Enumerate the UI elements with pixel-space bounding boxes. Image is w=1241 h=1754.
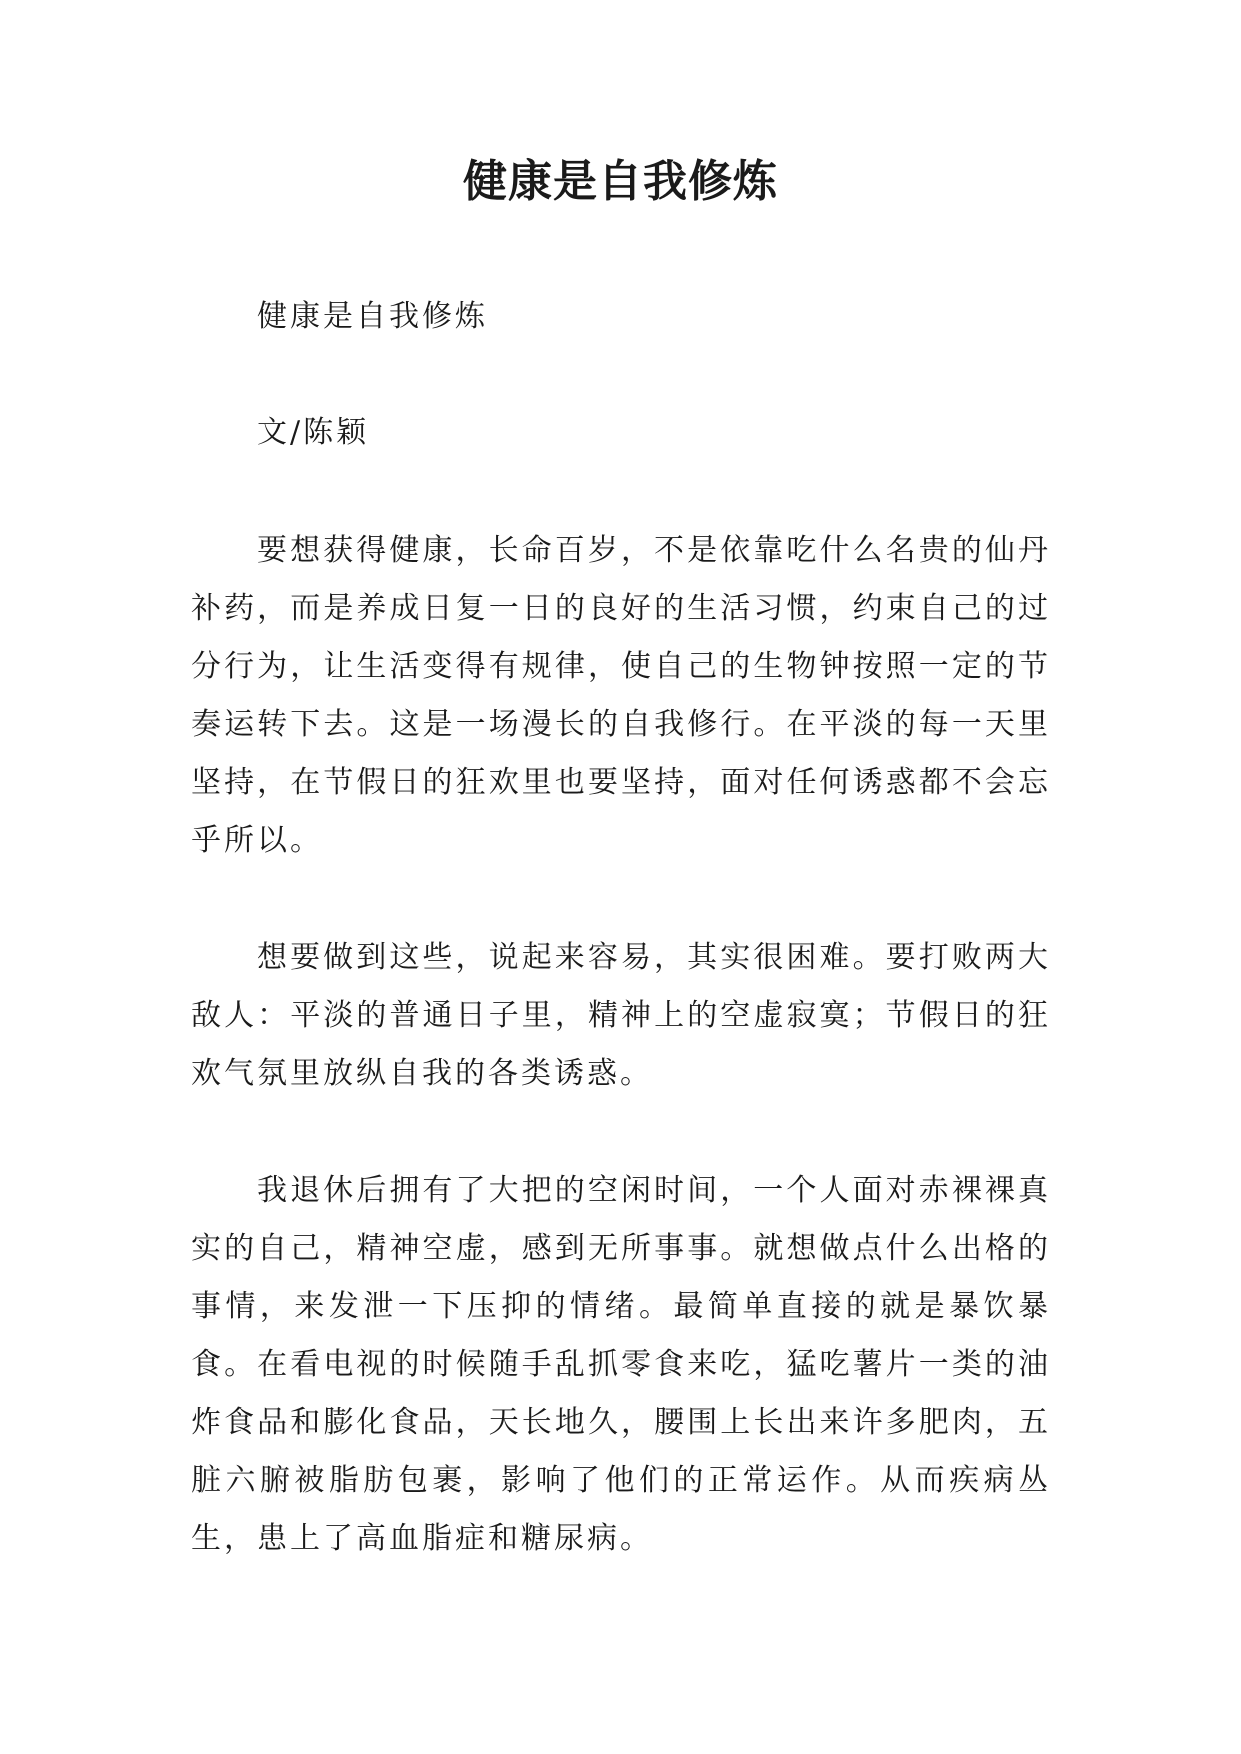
body-paragraph-2: 想要做到这些，说起来容易，其实很困难。要打败两大敌人：平淡的普通日子里，精神上的空虚寂寞；节假日的狂欢气氛里放纵自我的各类诱惑。 (191, 940, 1051, 1091)
body-paragraph-1: 要想获得健康，长命百岁，不是依靠吃什么名贵的仙丹补药，而是养成日复一日的良好的生活习惯，约束自己的过分行为，让生活变得有规律，使自己的生物钟按照一定的节奏运转下去。这是一场漫长的自我修行。在平淡的每一天里坚持，在节假日的狂欢里也要坚持，面对任何诱惑都不会忘乎所以。 (191, 533, 1051, 858)
document-title: 健康是自我修炼 (463, 156, 778, 207)
article-author: 文/陈颖 (257, 415, 370, 450)
body-paragraph-3: 我退休后拥有了大把的空闲时间，一个人面对赤裸裸真实的自己，精神空虚，感到无所事事。就想做点什么出格的事情，来发泄一下压抑的情绪。最简单直接的就是暴饮暴食。在看电视的时候随手乱抓零食来吃，猛吃薯片一类的油炸食品和膨化食品，天长地久，腰围上长出来许多肥肉，五脏六腑被脂肪包裹，影响了他们的正常运作。从而疾病丛生，患上了高血脂症和糖尿病。 (191, 1173, 1051, 1556)
article-subtitle: 健康是自我修炼 (257, 299, 488, 334)
